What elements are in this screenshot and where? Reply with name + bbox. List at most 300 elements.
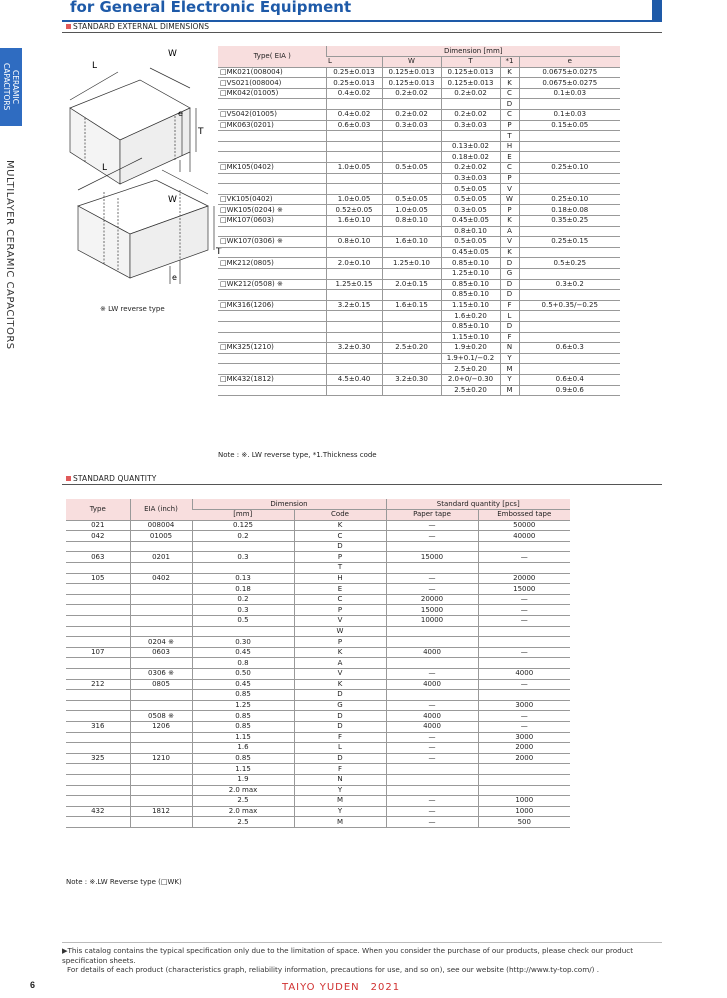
table-cell xyxy=(382,226,441,237)
table-cell xyxy=(66,785,130,796)
table-cell: 15000 xyxy=(386,552,478,563)
table-cell xyxy=(478,690,570,701)
table-cell xyxy=(478,626,570,637)
table-cell: 0.5±0.05 xyxy=(382,163,441,174)
table-cell: 0.2 xyxy=(192,594,294,605)
table-cell: 0.1±0.03 xyxy=(519,88,620,99)
table-cell: 0.35±0.25 xyxy=(519,216,620,227)
table-cell xyxy=(386,690,478,701)
footer-line-2: For details of each product (characteristics graph, reliability information, precautions for use, and so on), see our website (http://www.ty-top.com/) . xyxy=(67,965,599,974)
table-cell xyxy=(66,637,130,648)
table-cell xyxy=(130,817,192,828)
table-cell xyxy=(326,321,382,332)
table-cell xyxy=(218,184,326,195)
table-cell xyxy=(519,332,620,343)
table-cell xyxy=(66,700,130,711)
table-cell: 1.0±0.05 xyxy=(326,194,382,205)
table-cell: C xyxy=(500,110,519,121)
table-cell: 10000 xyxy=(386,616,478,627)
table-cell: □WK212(0508) ※ xyxy=(218,279,326,290)
table-cell: 0508 ※ xyxy=(130,711,192,722)
table-cell: 20000 xyxy=(478,573,570,584)
table-cell xyxy=(326,141,382,152)
table-cell: 1.15±0.10 xyxy=(441,300,500,311)
table-cell xyxy=(386,563,478,574)
table-cell: 4000 xyxy=(386,679,478,690)
table-cell xyxy=(130,563,192,574)
table-cell: — xyxy=(478,647,570,658)
table-cell: 0204 ※ xyxy=(130,637,192,648)
table-cell: 0.85±0.10 xyxy=(441,290,500,301)
table-cell xyxy=(66,626,130,637)
table-cell: 0.45±0.05 xyxy=(441,216,500,227)
table-cell: G xyxy=(500,268,519,279)
table-cell: 212 xyxy=(66,679,130,690)
table-cell: 0.25±0.013 xyxy=(326,67,382,78)
table-cell xyxy=(326,332,382,343)
table-cell xyxy=(326,364,382,375)
table-cell: L xyxy=(500,311,519,322)
table-cell: 0.85±0.10 xyxy=(441,279,500,290)
table-cell: 0.2±0.02 xyxy=(441,110,500,121)
table-cell xyxy=(218,152,326,163)
table-cell: E xyxy=(294,584,386,595)
table-cell: □MK316(1206) xyxy=(218,300,326,311)
table-cell xyxy=(478,563,570,574)
qty-head-type: Type xyxy=(66,499,130,520)
table-cell xyxy=(382,247,441,258)
table-cell: 0.25±0.10 xyxy=(519,194,620,205)
table-cell: 0.5±0.05 xyxy=(441,194,500,205)
table-row xyxy=(218,99,620,110)
table-cell: 1.0±0.05 xyxy=(326,163,382,174)
table-row xyxy=(218,131,620,142)
table-cell: 0.85 xyxy=(192,753,294,764)
table-cell: 107 xyxy=(66,647,130,658)
table-cell: 0.0675±0.0275 xyxy=(519,67,620,78)
qty-note: Note : ※.LW Reverse type (□WK) xyxy=(66,878,182,886)
qty-head-embossed: Embossed tape xyxy=(478,510,570,521)
table-cell xyxy=(192,563,294,574)
table-cell: 0.45 xyxy=(192,647,294,658)
table-row xyxy=(218,88,620,99)
table-cell: 2.0±0.10 xyxy=(326,258,382,269)
table-cell xyxy=(130,605,192,616)
table-cell: H xyxy=(294,573,386,584)
dims-head-T: T xyxy=(441,57,500,68)
table-cell: 0.5±0.05 xyxy=(382,194,441,205)
table-cell: 1.15 xyxy=(192,732,294,743)
table-cell: 0.2±0.02 xyxy=(382,88,441,99)
table-cell: 1.6±0.20 xyxy=(441,311,500,322)
table-cell xyxy=(218,321,326,332)
table-cell: K xyxy=(500,78,519,89)
table-row xyxy=(218,353,620,364)
table-row xyxy=(218,300,620,311)
table-cell: 2.5±0.20 xyxy=(382,343,441,354)
table-cell xyxy=(326,184,382,195)
table-cell: — xyxy=(478,616,570,627)
table-cell: □MK107(0603) xyxy=(218,216,326,227)
table-cell xyxy=(382,321,441,332)
table-row xyxy=(66,647,570,658)
table-cell: C xyxy=(294,531,386,542)
table-row xyxy=(218,141,620,152)
section-divider xyxy=(62,32,662,33)
table-cell: 3000 xyxy=(478,732,570,743)
table-cell xyxy=(382,385,441,396)
table-cell xyxy=(519,99,620,110)
table-cell: 0.2±0.02 xyxy=(441,88,500,99)
table-row xyxy=(66,626,570,637)
dims-head-e: e xyxy=(519,57,620,68)
table-cell: 0.3±0.03 xyxy=(441,120,500,131)
table-cell xyxy=(519,321,620,332)
label-e-bottom: e xyxy=(172,273,177,282)
table-cell: D xyxy=(500,99,519,110)
table-cell xyxy=(519,141,620,152)
table-cell xyxy=(478,541,570,552)
table-row xyxy=(218,268,620,279)
table-cell: 008004 xyxy=(130,520,192,531)
table-cell: P xyxy=(294,605,386,616)
table-row xyxy=(218,247,620,258)
table-cell: 1206 xyxy=(130,721,192,732)
table-row xyxy=(218,279,620,290)
table-cell: 500 xyxy=(478,817,570,828)
table-cell: — xyxy=(386,700,478,711)
table-cell: 3.2±0.30 xyxy=(382,374,441,385)
table-row xyxy=(218,78,620,89)
table-cell: 0.25±0.013 xyxy=(326,78,382,89)
table-cell: 4.5±0.40 xyxy=(326,374,382,385)
table-cell xyxy=(382,131,441,142)
table-cell: V xyxy=(500,237,519,248)
table-cell: 0.5±0.05 xyxy=(441,237,500,248)
table-row xyxy=(66,817,570,828)
table-cell: 0.5 xyxy=(192,616,294,627)
table-cell xyxy=(66,594,130,605)
table-cell: 0.85±0.10 xyxy=(441,258,500,269)
table-cell: 0.125±0.013 xyxy=(441,67,500,78)
table-row xyxy=(66,637,570,648)
table-cell xyxy=(218,226,326,237)
table-cell: 0.5±0.05 xyxy=(441,184,500,195)
table-cell: W xyxy=(294,626,386,637)
table-cell: W xyxy=(500,194,519,205)
dimensions-table xyxy=(218,46,620,396)
table-cell: 1.6±0.10 xyxy=(326,216,382,227)
table-cell xyxy=(66,817,130,828)
table-cell: F xyxy=(500,300,519,311)
table-cell: □MK063(0201) xyxy=(218,120,326,131)
table-cell xyxy=(382,184,441,195)
table-row xyxy=(218,290,620,301)
table-cell xyxy=(130,774,192,785)
dims-head-W: W xyxy=(382,57,441,68)
table-cell: P xyxy=(500,205,519,216)
qty-head-mm: [mm] xyxy=(192,510,294,521)
table-cell: K xyxy=(294,520,386,531)
table-cell: V xyxy=(294,616,386,627)
table-cell: 316 xyxy=(66,721,130,732)
table-cell: 0.4±0.02 xyxy=(326,88,382,99)
header-accent xyxy=(654,0,662,22)
table-cell xyxy=(66,669,130,680)
table-cell xyxy=(382,268,441,279)
table-cell: 325 xyxy=(66,753,130,764)
table-cell xyxy=(386,785,478,796)
table-cell: 2000 xyxy=(478,743,570,754)
table-cell xyxy=(386,541,478,552)
table-cell: D xyxy=(500,279,519,290)
table-row xyxy=(218,385,620,396)
side-vertical-title: MULTILAYER CERAMIC CAPACITORS xyxy=(4,160,15,350)
table-cell xyxy=(478,764,570,775)
table-cell: □MK325(1210) xyxy=(218,343,326,354)
table-cell: V xyxy=(500,184,519,195)
table-cell: 0.125 xyxy=(192,520,294,531)
table-cell: C xyxy=(500,88,519,99)
table-cell xyxy=(130,626,192,637)
table-cell xyxy=(326,99,382,110)
table-cell: □WK107(0306) ※ xyxy=(218,237,326,248)
table-cell: 021 xyxy=(66,520,130,531)
table-cell: 042 xyxy=(66,531,130,542)
table-row xyxy=(66,753,570,764)
table-cell xyxy=(382,152,441,163)
table-row xyxy=(218,205,620,216)
table-row xyxy=(66,552,570,563)
table-cell: 0805 xyxy=(130,679,192,690)
table-cell: 0.85±0.10 xyxy=(441,321,500,332)
table-cell: G xyxy=(294,700,386,711)
table-cell: H xyxy=(500,141,519,152)
table-cell xyxy=(478,637,570,648)
table-cell xyxy=(519,268,620,279)
table-cell xyxy=(192,626,294,637)
table-cell xyxy=(130,732,192,743)
table-cell: P xyxy=(500,120,519,131)
table-cell: □WK105(0204) ※ xyxy=(218,205,326,216)
table-row xyxy=(66,563,570,574)
table-cell: 1000 xyxy=(478,806,570,817)
table-cell xyxy=(192,541,294,552)
table-cell: 2.0±0.15 xyxy=(382,279,441,290)
qty-head-code: Code xyxy=(294,510,386,521)
table-cell: T xyxy=(294,563,386,574)
table-cell xyxy=(326,152,382,163)
table-cell: 2.5±0.20 xyxy=(441,385,500,396)
table-cell: D xyxy=(500,321,519,332)
table-cell: 1.25±0.15 xyxy=(326,279,382,290)
table-cell: 1.25±0.10 xyxy=(441,268,500,279)
table-row xyxy=(218,343,620,354)
table-cell xyxy=(382,141,441,152)
table-cell: 4000 xyxy=(478,669,570,680)
table-row xyxy=(66,764,570,775)
table-cell: — xyxy=(386,531,478,542)
table-cell xyxy=(218,332,326,343)
table-cell xyxy=(66,584,130,595)
table-cell: 4000 xyxy=(386,647,478,658)
section-title-dimensions: STANDARD EXTERNAL DIMENSIONS xyxy=(66,22,209,31)
table-cell: 15000 xyxy=(386,605,478,616)
label-T-top: T xyxy=(198,127,204,137)
table-row xyxy=(66,732,570,743)
page-number: 6 xyxy=(30,980,36,990)
table-row xyxy=(218,163,620,174)
table-cell: 0.45±0.05 xyxy=(441,247,500,258)
table-cell: 2.0 max xyxy=(192,806,294,817)
table-cell: D xyxy=(294,541,386,552)
table-cell xyxy=(130,690,192,701)
dims-head-L: L xyxy=(326,57,382,68)
table-cell: M xyxy=(500,364,519,375)
table-cell: D xyxy=(294,690,386,701)
table-row xyxy=(66,711,570,722)
table-cell: — xyxy=(478,605,570,616)
table-cell: 0.5±0.25 xyxy=(519,258,620,269)
table-cell: C xyxy=(500,163,519,174)
dims-head-code: *1 xyxy=(500,57,519,68)
table-cell: V xyxy=(294,669,386,680)
table-row xyxy=(218,67,620,78)
table-cell xyxy=(478,774,570,785)
table-cell xyxy=(218,141,326,152)
table-cell: 0.6±0.4 xyxy=(519,374,620,385)
table-row xyxy=(218,184,620,195)
table-cell: N xyxy=(294,774,386,785)
table-cell: F xyxy=(294,732,386,743)
header-banner xyxy=(62,0,654,22)
table-cell: 0.85 xyxy=(192,721,294,732)
table-row xyxy=(218,216,620,227)
label-W-bottom: W xyxy=(168,195,177,205)
table-row xyxy=(218,194,620,205)
table-cell: 40000 xyxy=(478,531,570,542)
table-cell: □MK105(0402) xyxy=(218,163,326,174)
table-cell xyxy=(478,785,570,796)
table-cell xyxy=(218,131,326,142)
table-cell: — xyxy=(478,679,570,690)
table-cell xyxy=(66,658,130,669)
label-T-bottom: T xyxy=(216,247,222,257)
table-cell: 0.9±0.6 xyxy=(519,385,620,396)
table-cell: L xyxy=(294,743,386,754)
table-cell xyxy=(218,385,326,396)
table-cell xyxy=(519,184,620,195)
table-cell: D xyxy=(500,258,519,269)
table-cell xyxy=(218,173,326,184)
table-cell: □MK021(008004) xyxy=(218,67,326,78)
table-cell: 0.6±0.03 xyxy=(326,120,382,131)
table-cell: □VS042(01005) xyxy=(218,110,326,121)
table-cell: 0402 xyxy=(130,573,192,584)
table-cell: — xyxy=(478,721,570,732)
table-cell xyxy=(66,605,130,616)
qty-head-eia: EIA (inch) xyxy=(130,499,192,520)
table-cell: 0.125±0.013 xyxy=(441,78,500,89)
section-title-quantity: STANDARD QUANTITY xyxy=(66,474,156,483)
table-cell: 0.4±0.02 xyxy=(326,110,382,121)
table-row xyxy=(218,226,620,237)
table-cell xyxy=(519,152,620,163)
table-cell: 01005 xyxy=(130,531,192,542)
table-cell: — xyxy=(386,743,478,754)
table-cell: K xyxy=(500,216,519,227)
table-cell: □VS021(008004) xyxy=(218,78,326,89)
table-cell: 0.8 xyxy=(192,658,294,669)
table-cell xyxy=(326,226,382,237)
table-cell xyxy=(130,785,192,796)
table-row xyxy=(218,120,620,131)
table-cell: C xyxy=(294,594,386,605)
table-cell: M xyxy=(500,385,519,396)
table-cell xyxy=(519,290,620,301)
table-row xyxy=(218,321,620,332)
table-cell: 3.2±0.15 xyxy=(326,300,382,311)
table-cell: 0.6±0.3 xyxy=(519,343,620,354)
table-cell: 2000 xyxy=(478,753,570,764)
label-e-top: e xyxy=(178,109,183,118)
table-cell: 0603 xyxy=(130,647,192,658)
table-cell: F xyxy=(500,332,519,343)
table-cell: K xyxy=(294,647,386,658)
qty-head-standard: Standard quantity [pcs] xyxy=(386,499,570,510)
table-row xyxy=(66,605,570,616)
table-row xyxy=(218,110,620,121)
table-cell: T xyxy=(500,131,519,142)
table-row xyxy=(218,311,620,322)
table-cell: 0.18±0.08 xyxy=(519,205,620,216)
footer-line-1: ▶This catalog contains the typical specification only due to the limitation of space. When you consider the purchase of our products, please check our product specification sheets. xyxy=(62,946,634,965)
table-row xyxy=(66,774,570,785)
table-row xyxy=(66,690,570,701)
table-cell: F xyxy=(294,764,386,775)
table-cell: D xyxy=(294,711,386,722)
side-tab-label: CERAMIC CAPACITORS xyxy=(2,63,20,111)
table-cell xyxy=(386,774,478,785)
table-row xyxy=(218,364,620,375)
table-cell: 1.15±0.10 xyxy=(441,332,500,343)
table-cell: 0.13 xyxy=(192,573,294,584)
table-cell xyxy=(386,764,478,775)
table-cell xyxy=(519,247,620,258)
table-row xyxy=(66,531,570,542)
table-cell: 0.50 xyxy=(192,669,294,680)
table-row xyxy=(66,796,570,807)
table-cell: P xyxy=(294,637,386,648)
table-cell: 0.125±0.013 xyxy=(382,67,441,78)
table-row xyxy=(66,721,570,732)
table-cell: — xyxy=(478,594,570,605)
table-row xyxy=(218,374,620,385)
table-cell xyxy=(66,774,130,785)
lw-reverse-note: ※ LW reverse type xyxy=(100,305,165,313)
table-cell: — xyxy=(478,711,570,722)
table-cell: 4000 xyxy=(386,721,478,732)
table-cell xyxy=(218,268,326,279)
table-row xyxy=(218,173,620,184)
table-cell: 3.2±0.30 xyxy=(326,343,382,354)
table-cell: — xyxy=(386,796,478,807)
table-cell xyxy=(66,711,130,722)
table-cell xyxy=(519,173,620,184)
table-cell xyxy=(441,99,500,110)
table-cell: — xyxy=(386,520,478,531)
table-cell: 1.6 xyxy=(192,743,294,754)
